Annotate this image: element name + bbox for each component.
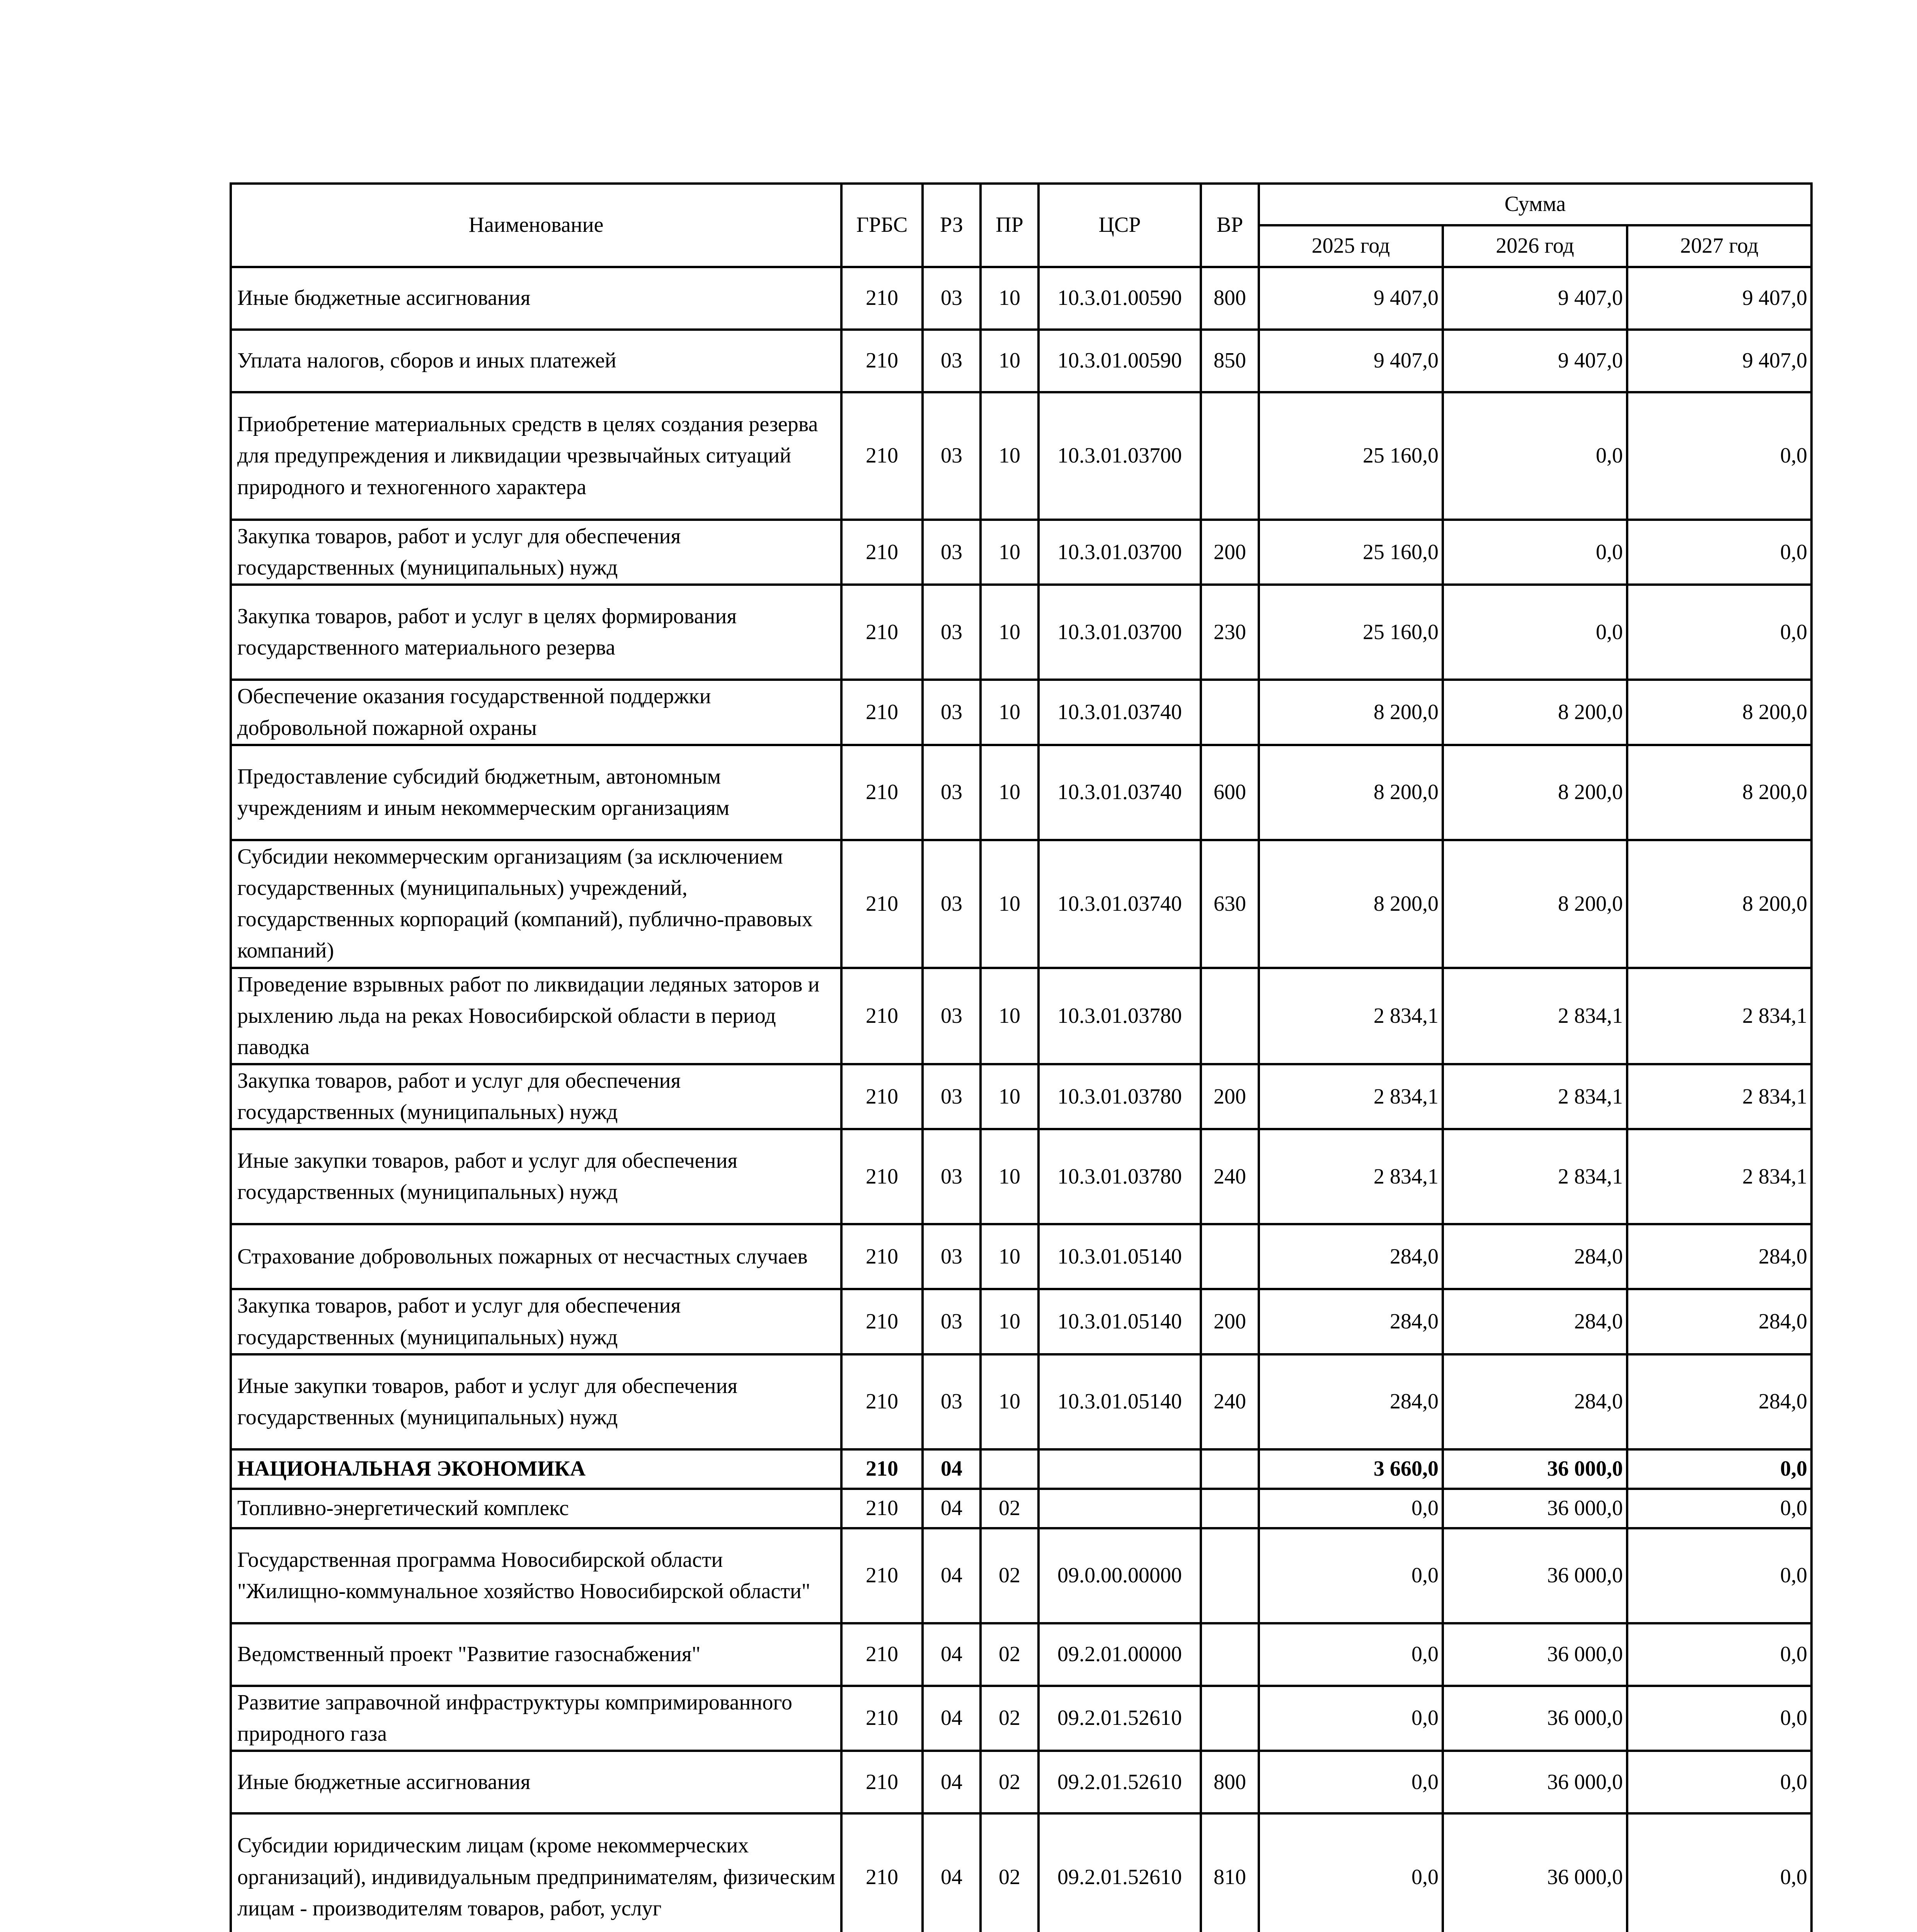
header-year-2027: 2027 год [1627,225,1811,267]
table-row [231,1224,1811,1289]
row-rz: 03 [923,267,981,330]
row-sum-2025: 0,0 [1259,1686,1443,1751]
row-sum-2026: 284,0 [1443,1224,1627,1289]
row-name: Иные бюджетные ассигнования [231,1751,841,1813]
row-name: Закупка товаров, работ и услуг для обеспечения государственных (муниципальных) нужд [231,1289,841,1354]
row-sum-2026: 0,0 [1443,520,1627,585]
header-csr: ЦСР [1039,184,1201,267]
row-sum-2025: 25 160,0 [1259,392,1443,520]
row-sum-2026: 36 000,0 [1443,1623,1627,1686]
row-pr: 10 [981,1224,1039,1289]
row-sum-2027: 2 834,1 [1627,968,1811,1065]
row-sum-2025: 284,0 [1259,1224,1443,1289]
row-name: НАЦИОНАЛЬНАЯ ЭКОНОМИКА [231,1449,841,1489]
row-name: Ведомственный проект "Развитие газоснабжения" [231,1623,841,1686]
row-grbs: 210 [841,392,923,520]
table-row [231,1528,1811,1623]
row-sum-2026: 36 000,0 [1443,1751,1627,1813]
row-sum-2025: 25 160,0 [1259,520,1443,585]
row-pr: 02 [981,1813,1039,1932]
header-name: Наименование [231,184,841,267]
row-grbs: 210 [841,1751,923,1813]
row-grbs: 210 [841,520,923,585]
row-csr: 10.3.01.03780 [1039,968,1201,1065]
row-name: Закупка товаров, работ и услуг для обеспечения государственных (муниципальных) нужд [231,1064,841,1129]
row-csr: 10.3.01.03700 [1039,392,1201,520]
row-vr: 240 [1201,1129,1259,1224]
row-pr: 02 [981,1528,1039,1623]
row-pr: 10 [981,1129,1039,1224]
table-row [231,1064,1811,1129]
row-csr: 09.2.01.00000 [1039,1623,1201,1686]
row-csr: 10.3.01.03740 [1039,680,1201,745]
table-row [231,330,1811,392]
row-grbs: 210 [841,1813,923,1932]
row-csr: 09.2.01.52610 [1039,1751,1201,1813]
row-grbs: 210 [841,680,923,745]
row-csr [1039,1449,1201,1489]
row-name: Государственная программа Новосибирской области "Жилищно-коммунальное хозяйство Новосибирской области" [231,1528,841,1623]
table-row [231,267,1811,330]
row-sum-2027: 284,0 [1627,1224,1811,1289]
row-sum-2027: 0,0 [1627,1528,1811,1623]
row-pr: 10 [981,1064,1039,1129]
row-name: Субсидии юридическим лицам (кроме некоммерческих организаций), индивидуальным предпринимателям, физическим лицам - производителям товаров, работ, услуг [231,1813,841,1932]
row-sum-2025: 2 834,1 [1259,968,1443,1065]
row-sum-2027: 284,0 [1627,1289,1811,1354]
row-sum-2026: 9 407,0 [1443,267,1627,330]
row-rz: 03 [923,330,981,392]
row-sum-2027: 8 200,0 [1627,840,1811,968]
row-grbs: 210 [841,968,923,1065]
row-rz: 04 [923,1449,981,1489]
row-vr: 850 [1201,330,1259,392]
row-name: Иные закупки товаров, работ и услуг для обеспечения государственных (муниципальных) нужд [231,1129,841,1224]
row-rz: 04 [923,1813,981,1932]
row-grbs: 210 [841,1528,923,1623]
row-csr: 09.2.01.52610 [1039,1686,1201,1751]
table-row [231,1129,1811,1224]
row-pr: 02 [981,1751,1039,1813]
row-pr: 10 [981,968,1039,1065]
row-vr: 200 [1201,1064,1259,1129]
row-sum-2027: 9 407,0 [1627,267,1811,330]
row-pr: 02 [981,1686,1039,1751]
row-sum-2026: 36 000,0 [1443,1813,1627,1932]
table-row [231,585,1811,680]
row-name: Страхование добровольных пожарных от несчастных случаев [231,1224,841,1289]
row-grbs: 210 [841,840,923,968]
row-sum-2025: 0,0 [1259,1751,1443,1813]
row-sum-2026: 36 000,0 [1443,1686,1627,1751]
row-sum-2026: 36 000,0 [1443,1489,1627,1528]
row-sum-2025: 2 834,1 [1259,1129,1443,1224]
row-grbs: 210 [841,1489,923,1528]
row-grbs: 210 [841,1129,923,1224]
row-sum-2027: 0,0 [1627,1623,1811,1686]
table-row [231,1354,1811,1449]
row-sum-2025: 284,0 [1259,1354,1443,1449]
row-vr [1201,968,1259,1065]
row-sum-2027: 0,0 [1627,1449,1811,1489]
row-sum-2026: 2 834,1 [1443,968,1627,1065]
row-name: Развитие заправочной инфраструктуры компримированного природного газа [231,1686,841,1751]
row-sum-2027: 9 407,0 [1627,330,1811,392]
row-sum-2026: 0,0 [1443,585,1627,680]
row-sum-2026: 36 000,0 [1443,1528,1627,1623]
row-sum-2025: 9 407,0 [1259,267,1443,330]
row-vr [1201,1686,1259,1751]
row-grbs: 210 [841,1224,923,1289]
row-vr: 200 [1201,520,1259,585]
row-name: Предоставление субсидий бюджетным, автономным учреждениям и иным некоммерческим организациям [231,745,841,840]
table-row [231,1489,1811,1528]
row-grbs: 210 [841,1449,923,1489]
row-sum-2027: 2 834,1 [1627,1129,1811,1224]
row-name: Закупка товаров, работ и услуг для обеспечения государственных (муниципальных) нужд [231,520,841,585]
row-sum-2025: 8 200,0 [1259,680,1443,745]
row-name: Иные закупки товаров, работ и услуг для обеспечения государственных (муниципальных) нужд [231,1354,841,1449]
table-row [231,1623,1811,1686]
row-vr: 200 [1201,1289,1259,1354]
row-vr: 600 [1201,745,1259,840]
row-grbs: 210 [841,1289,923,1354]
row-rz: 03 [923,1064,981,1129]
row-rz: 03 [923,840,981,968]
row-vr [1201,1623,1259,1686]
row-sum-2027: 0,0 [1627,1686,1811,1751]
row-name: Уплата налогов, сборов и иных платежей [231,330,841,392]
row-vr: 810 [1201,1813,1259,1932]
row-vr [1201,1224,1259,1289]
row-pr: 10 [981,585,1039,680]
table-row [231,1449,1811,1489]
header-pr: ПР [981,184,1039,267]
row-csr: 10.3.01.05140 [1039,1354,1201,1449]
row-pr: 02 [981,1489,1039,1528]
row-sum-2026: 8 200,0 [1443,745,1627,840]
row-sum-2026: 8 200,0 [1443,840,1627,968]
table-body [231,267,1811,1932]
row-rz: 03 [923,745,981,840]
row-sum-2025: 8 200,0 [1259,840,1443,968]
header-vr: ВР [1201,184,1259,267]
header-year-2025: 2025 год [1259,225,1443,267]
row-grbs: 210 [841,745,923,840]
row-rz: 04 [923,1623,981,1686]
row-rz: 03 [923,1129,981,1224]
row-csr: 10.3.01.03780 [1039,1064,1201,1129]
row-sum-2025: 0,0 [1259,1623,1443,1686]
table-row [231,968,1811,1065]
row-name: Иные бюджетные ассигнования [231,267,841,330]
row-rz: 04 [923,1751,981,1813]
row-name: Закупка товаров, работ и услуг в целях формирования государственного материального резерва [231,585,841,680]
row-sum-2025: 3 660,0 [1259,1449,1443,1489]
row-sum-2026: 9 407,0 [1443,330,1627,392]
budget-table [230,182,1813,1932]
row-rz: 03 [923,680,981,745]
row-sum-2027: 0,0 [1627,585,1811,680]
row-sum-2026: 2 834,1 [1443,1129,1627,1224]
row-sum-2025: 0,0 [1259,1528,1443,1623]
row-pr [981,1449,1039,1489]
row-pr: 10 [981,392,1039,520]
row-csr: 09.0.00.00000 [1039,1528,1201,1623]
row-pr: 10 [981,745,1039,840]
row-pr: 02 [981,1623,1039,1686]
row-rz: 03 [923,585,981,680]
row-sum-2026: 284,0 [1443,1289,1627,1354]
row-rz: 04 [923,1528,981,1623]
row-name: Обеспечение оказания государственной поддержки добровольной пожарной охраны [231,680,841,745]
row-grbs: 210 [841,1686,923,1751]
row-rz: 04 [923,1686,981,1751]
row-pr: 10 [981,1289,1039,1354]
row-csr: 10.3.01.03740 [1039,745,1201,840]
row-sum-2025: 9 407,0 [1259,330,1443,392]
row-sum-2027: 0,0 [1627,1813,1811,1932]
row-sum-2027: 284,0 [1627,1354,1811,1449]
row-rz: 03 [923,968,981,1065]
table-row [231,392,1811,520]
row-grbs: 210 [841,330,923,392]
table-row [231,745,1811,840]
row-vr: 240 [1201,1354,1259,1449]
row-sum-2027: 8 200,0 [1627,680,1811,745]
header-year-2026: 2026 год [1443,225,1627,267]
row-name: Топливно-энергетический комплекс [231,1489,841,1528]
row-grbs: 210 [841,585,923,680]
header-sum: Сумма [1259,184,1811,225]
row-vr: 230 [1201,585,1259,680]
row-sum-2027: 0,0 [1627,1489,1811,1528]
row-rz: 04 [923,1489,981,1528]
row-csr: 09.2.01.52610 [1039,1813,1201,1932]
row-sum-2027: 2 834,1 [1627,1064,1811,1129]
row-sum-2026: 8 200,0 [1443,680,1627,745]
table-row [231,1289,1811,1354]
row-grbs: 210 [841,267,923,330]
row-csr: 10.3.01.03700 [1039,520,1201,585]
row-csr: 10.3.01.05140 [1039,1224,1201,1289]
row-name: Субсидии некоммерческим организациям (за исключением государственных (муниципальных) учреждений, государственных корпораций (компаний), публично-правовых компаний) [231,840,841,968]
row-rz: 03 [923,520,981,585]
row-sum-2025: 25 160,0 [1259,585,1443,680]
row-rz: 03 [923,1354,981,1449]
row-vr: 800 [1201,1751,1259,1813]
table-row [231,1751,1811,1813]
row-sum-2027: 8 200,0 [1627,745,1811,840]
row-sum-2025: 0,0 [1259,1489,1443,1528]
row-grbs: 210 [841,1354,923,1449]
row-grbs: 210 [841,1623,923,1686]
row-csr: 10.3.01.00590 [1039,267,1201,330]
row-csr: 10.3.01.03700 [1039,585,1201,680]
row-pr: 10 [981,520,1039,585]
table-row [231,840,1811,968]
table-row [231,1813,1811,1932]
row-csr: 10.3.01.03780 [1039,1129,1201,1224]
row-rz: 03 [923,1289,981,1354]
row-pr: 10 [981,1354,1039,1449]
row-sum-2026: 284,0 [1443,1354,1627,1449]
row-csr: 10.3.01.03740 [1039,840,1201,968]
row-sum-2027: 0,0 [1627,1751,1811,1813]
row-vr [1201,680,1259,745]
row-sum-2026: 36 000,0 [1443,1449,1627,1489]
row-pr: 10 [981,680,1039,745]
row-sum-2025: 0,0 [1259,1813,1443,1932]
row-vr: 630 [1201,840,1259,968]
row-csr: 10.3.01.05140 [1039,1289,1201,1354]
table-row [231,680,1811,745]
row-vr [1201,392,1259,520]
row-sum-2026: 0,0 [1443,392,1627,520]
row-vr [1201,1489,1259,1528]
row-vr [1201,1449,1259,1489]
row-pr: 10 [981,840,1039,968]
row-rz: 03 [923,392,981,520]
row-name: Проведение взрывных работ по ликвидации ледяных заторов и рыхлению льда на реках Новосибирской области в период паводка [231,968,841,1065]
row-sum-2025: 284,0 [1259,1289,1443,1354]
row-sum-2025: 2 834,1 [1259,1064,1443,1129]
row-csr [1039,1489,1201,1528]
row-vr [1201,1528,1259,1623]
table-row [231,520,1811,585]
row-csr: 10.3.01.00590 [1039,330,1201,392]
row-grbs: 210 [841,1064,923,1129]
row-vr: 800 [1201,267,1259,330]
row-sum-2025: 8 200,0 [1259,745,1443,840]
row-sum-2027: 0,0 [1627,392,1811,520]
row-rz: 03 [923,1224,981,1289]
row-pr: 10 [981,330,1039,392]
header-rz: РЗ [923,184,981,267]
header-grbs: ГРБС [841,184,923,267]
row-pr: 10 [981,267,1039,330]
table-row [231,1686,1811,1751]
row-sum-2026: 2 834,1 [1443,1064,1627,1129]
row-sum-2027: 0,0 [1627,520,1811,585]
row-name: Приобретение материальных средств в целях создания резерва для предупреждения и ликвидации чрезвычайных ситуаций природного и техногенного характера [231,392,841,520]
